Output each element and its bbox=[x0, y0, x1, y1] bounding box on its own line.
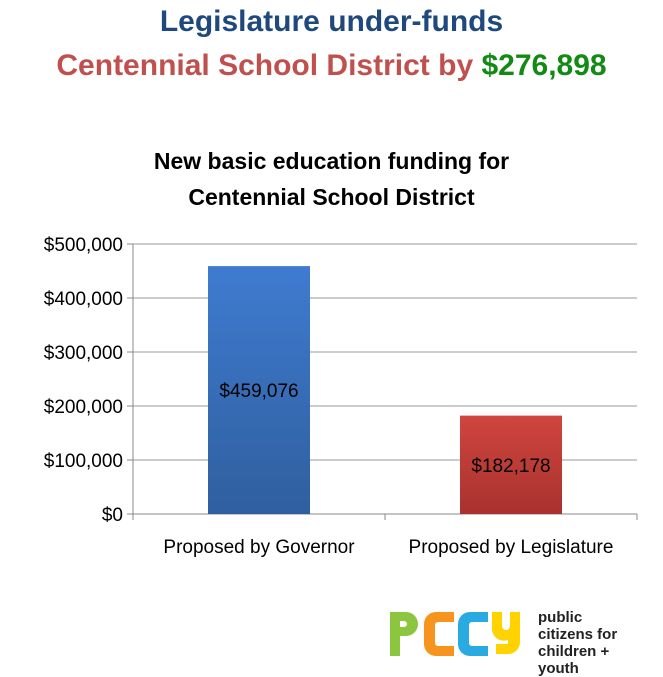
logo-letter bbox=[458, 612, 488, 656]
y-tick-label: $100,000 bbox=[43, 451, 123, 472]
chart-title-line-2: Centennial School District bbox=[188, 184, 475, 210]
pccy-logo bbox=[390, 608, 650, 677]
logo-text-line-3: children + youth bbox=[538, 643, 610, 677]
y-tick-label: $300,000 bbox=[43, 343, 123, 364]
y-tick-label: $400,000 bbox=[43, 289, 123, 310]
chart-title-line-1: New basic education funding for bbox=[153, 148, 510, 174]
y-tick-label: $500,000 bbox=[43, 235, 123, 256]
logo-text-line-1: public bbox=[538, 609, 583, 626]
y-tick-label: $200,000 bbox=[43, 397, 123, 418]
data-label: $182,178 bbox=[471, 455, 551, 477]
headline-amount: $276,898 bbox=[481, 49, 607, 82]
y-tick-label: $0 bbox=[101, 505, 123, 526]
logo-letter bbox=[424, 612, 454, 656]
headline-line-1: Legislature under-funds bbox=[159, 5, 504, 38]
logo-letter bbox=[492, 612, 520, 654]
logo-letter bbox=[390, 612, 418, 656]
pccy-logo-mark bbox=[390, 608, 530, 660]
x-category-label: Proposed by Legislature bbox=[408, 537, 614, 558]
headline-district-text: Centennial School District by bbox=[56, 49, 474, 82]
x-category-label: Proposed by Governor bbox=[163, 537, 355, 558]
logo-text-line-2: citizens for bbox=[538, 626, 618, 643]
data-label: $459,076 bbox=[219, 381, 299, 403]
pccy-logo-text bbox=[538, 609, 650, 677]
